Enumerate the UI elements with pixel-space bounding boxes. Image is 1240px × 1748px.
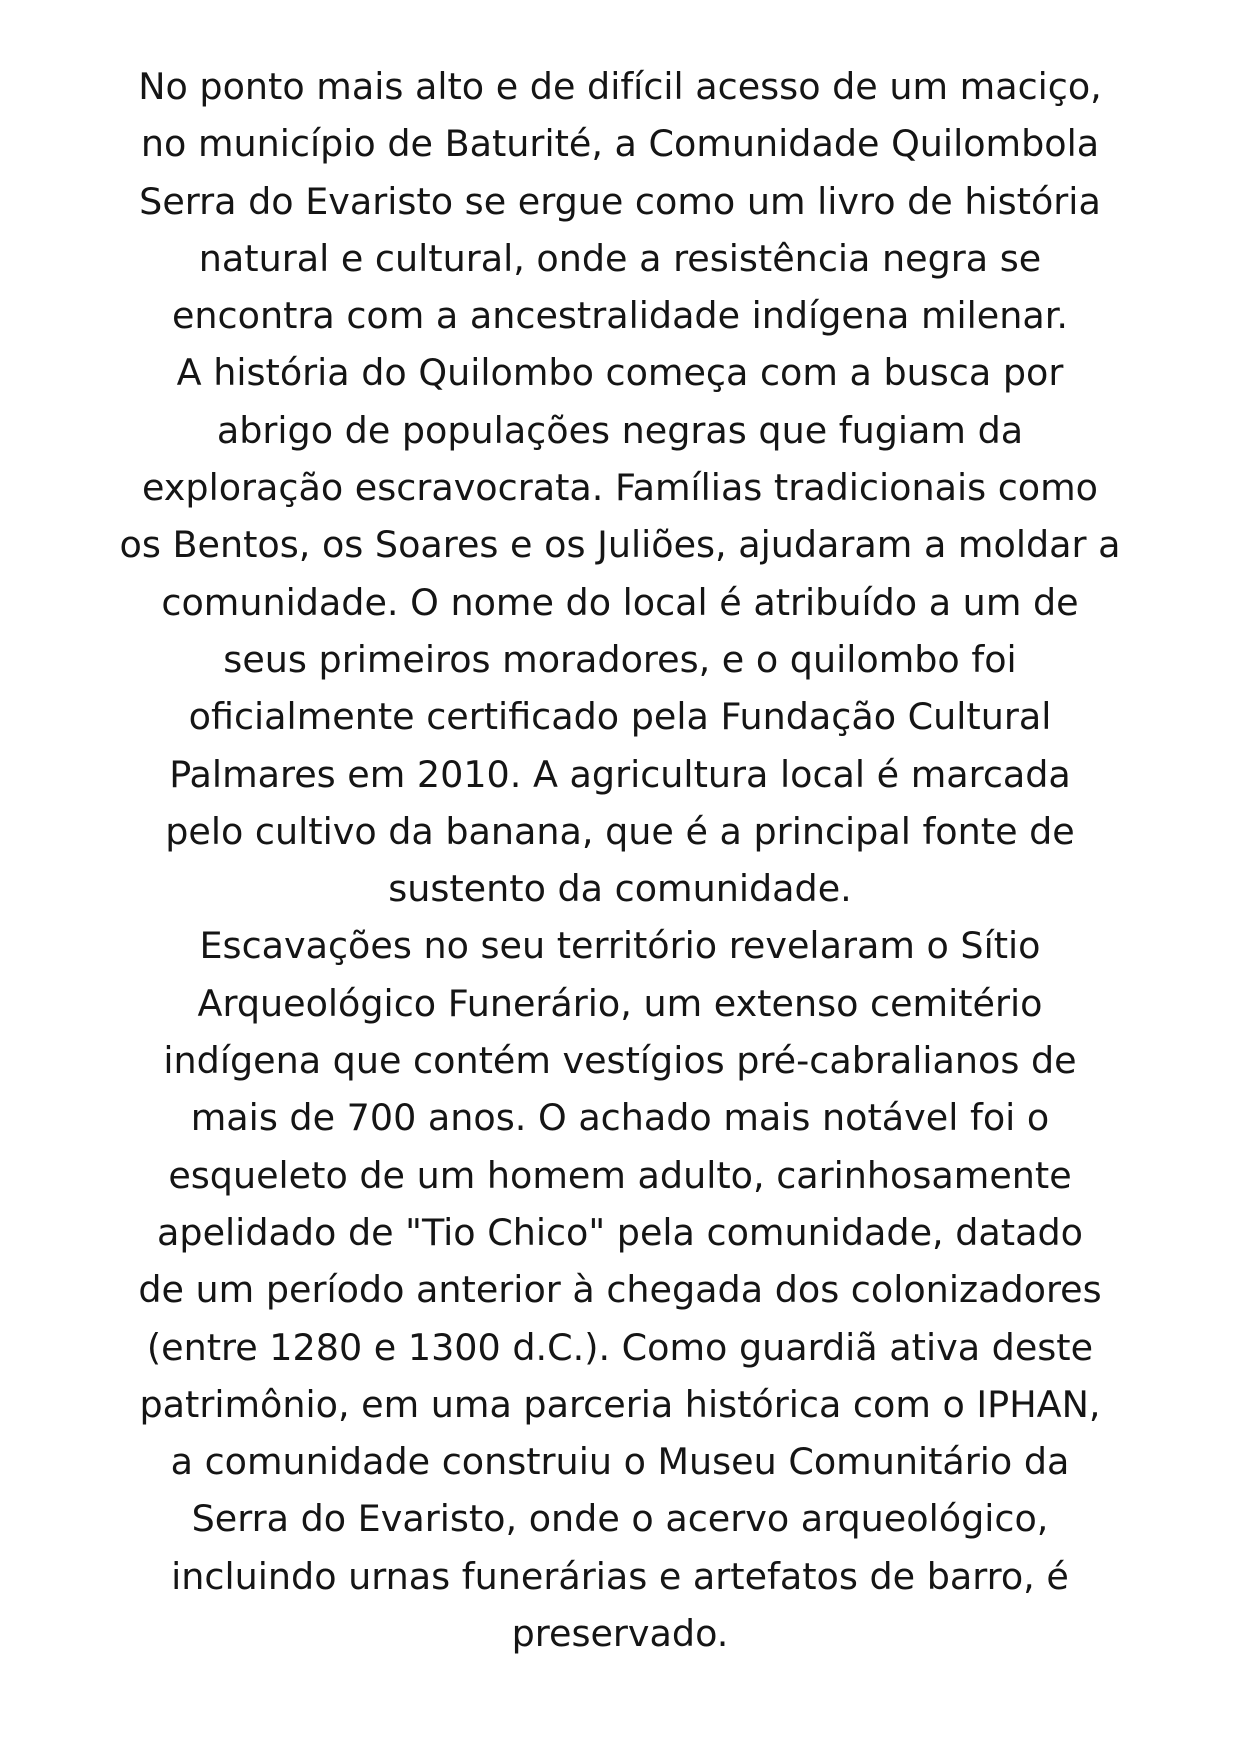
- text-line: abrigo de populações negras que fugiam da: [216, 408, 1024, 452]
- text-line: no município de Baturité, a Comunidade Quilombola: [140, 122, 1100, 166]
- text-line: No ponto mais alto e de difícil acesso de um maciço,: [138, 65, 1102, 108]
- text-line: apelidado de "Tio Chico" pela comunidade, datado: [157, 1210, 1083, 1254]
- text-line: Serra do Evaristo se ergue como um livro de história: [139, 179, 1101, 223]
- text-line: os Bentos, os Soares e os Juliões, ajudaram a moldar a: [119, 523, 1121, 567]
- paragraph-intro: [100, 58, 1140, 344]
- text-line: Serra do Evaristo, onde o acervo arqueológico,: [191, 1497, 1049, 1541]
- paragraph-archaeology: [100, 917, 1140, 1662]
- text-line: mais de 700 anos. O achado mais notável foi o: [190, 1096, 1050, 1140]
- text-line: seus primeiros moradores, e o quilombo foi: [223, 637, 1017, 681]
- text-line: sustento da comunidade.: [388, 867, 852, 911]
- text-line: incluindo urnas funerárias e artefatos de barro, é: [171, 1554, 1069, 1598]
- text-line: patrimônio, em uma parceria histórica com o IPHAN,: [139, 1382, 1101, 1426]
- text-line: preservado.: [511, 1612, 729, 1656]
- text-line: Escavações no seu território revelaram o Sítio: [199, 924, 1041, 968]
- text-line: Arqueológico Funerário, um extenso cemitério: [197, 981, 1043, 1025]
- text-line: natural e cultural, onde a resistência negra se: [198, 236, 1042, 280]
- text-line: encontra com a ancestralidade indígena milenar.: [171, 294, 1069, 338]
- document-body: [100, 58, 1140, 1662]
- text-line: Palmares em 2010. A agricultura local é marcada: [169, 752, 1071, 796]
- text-line: a comunidade construiu o Museu Comunitário da: [170, 1440, 1070, 1484]
- text-line: A história do Quilombo começa com a busca por: [176, 351, 1064, 395]
- text-line: oficialmente certificado pela Fundação Cultural: [188, 695, 1052, 739]
- text-line: indígena que contém vestígios pré-cabralianos de: [163, 1039, 1077, 1083]
- text-line: pelo cultivo da banana, que é a principal fonte de: [165, 809, 1075, 853]
- text-line: (entre 1280 e 1300 d.C.). Como guardiã ativa deste: [146, 1325, 1094, 1369]
- text-line: exploração escravocrata. Famílias tradicionais como: [141, 466, 1099, 510]
- paragraph-history: [100, 344, 1140, 917]
- text-line: esqueleto de um homem adulto, carinhosamente: [168, 1153, 1072, 1197]
- text-line: comunidade. O nome do local é atribuído a um de: [161, 580, 1079, 624]
- text-line: de um período anterior à chegada dos colonizadores: [138, 1268, 1102, 1312]
